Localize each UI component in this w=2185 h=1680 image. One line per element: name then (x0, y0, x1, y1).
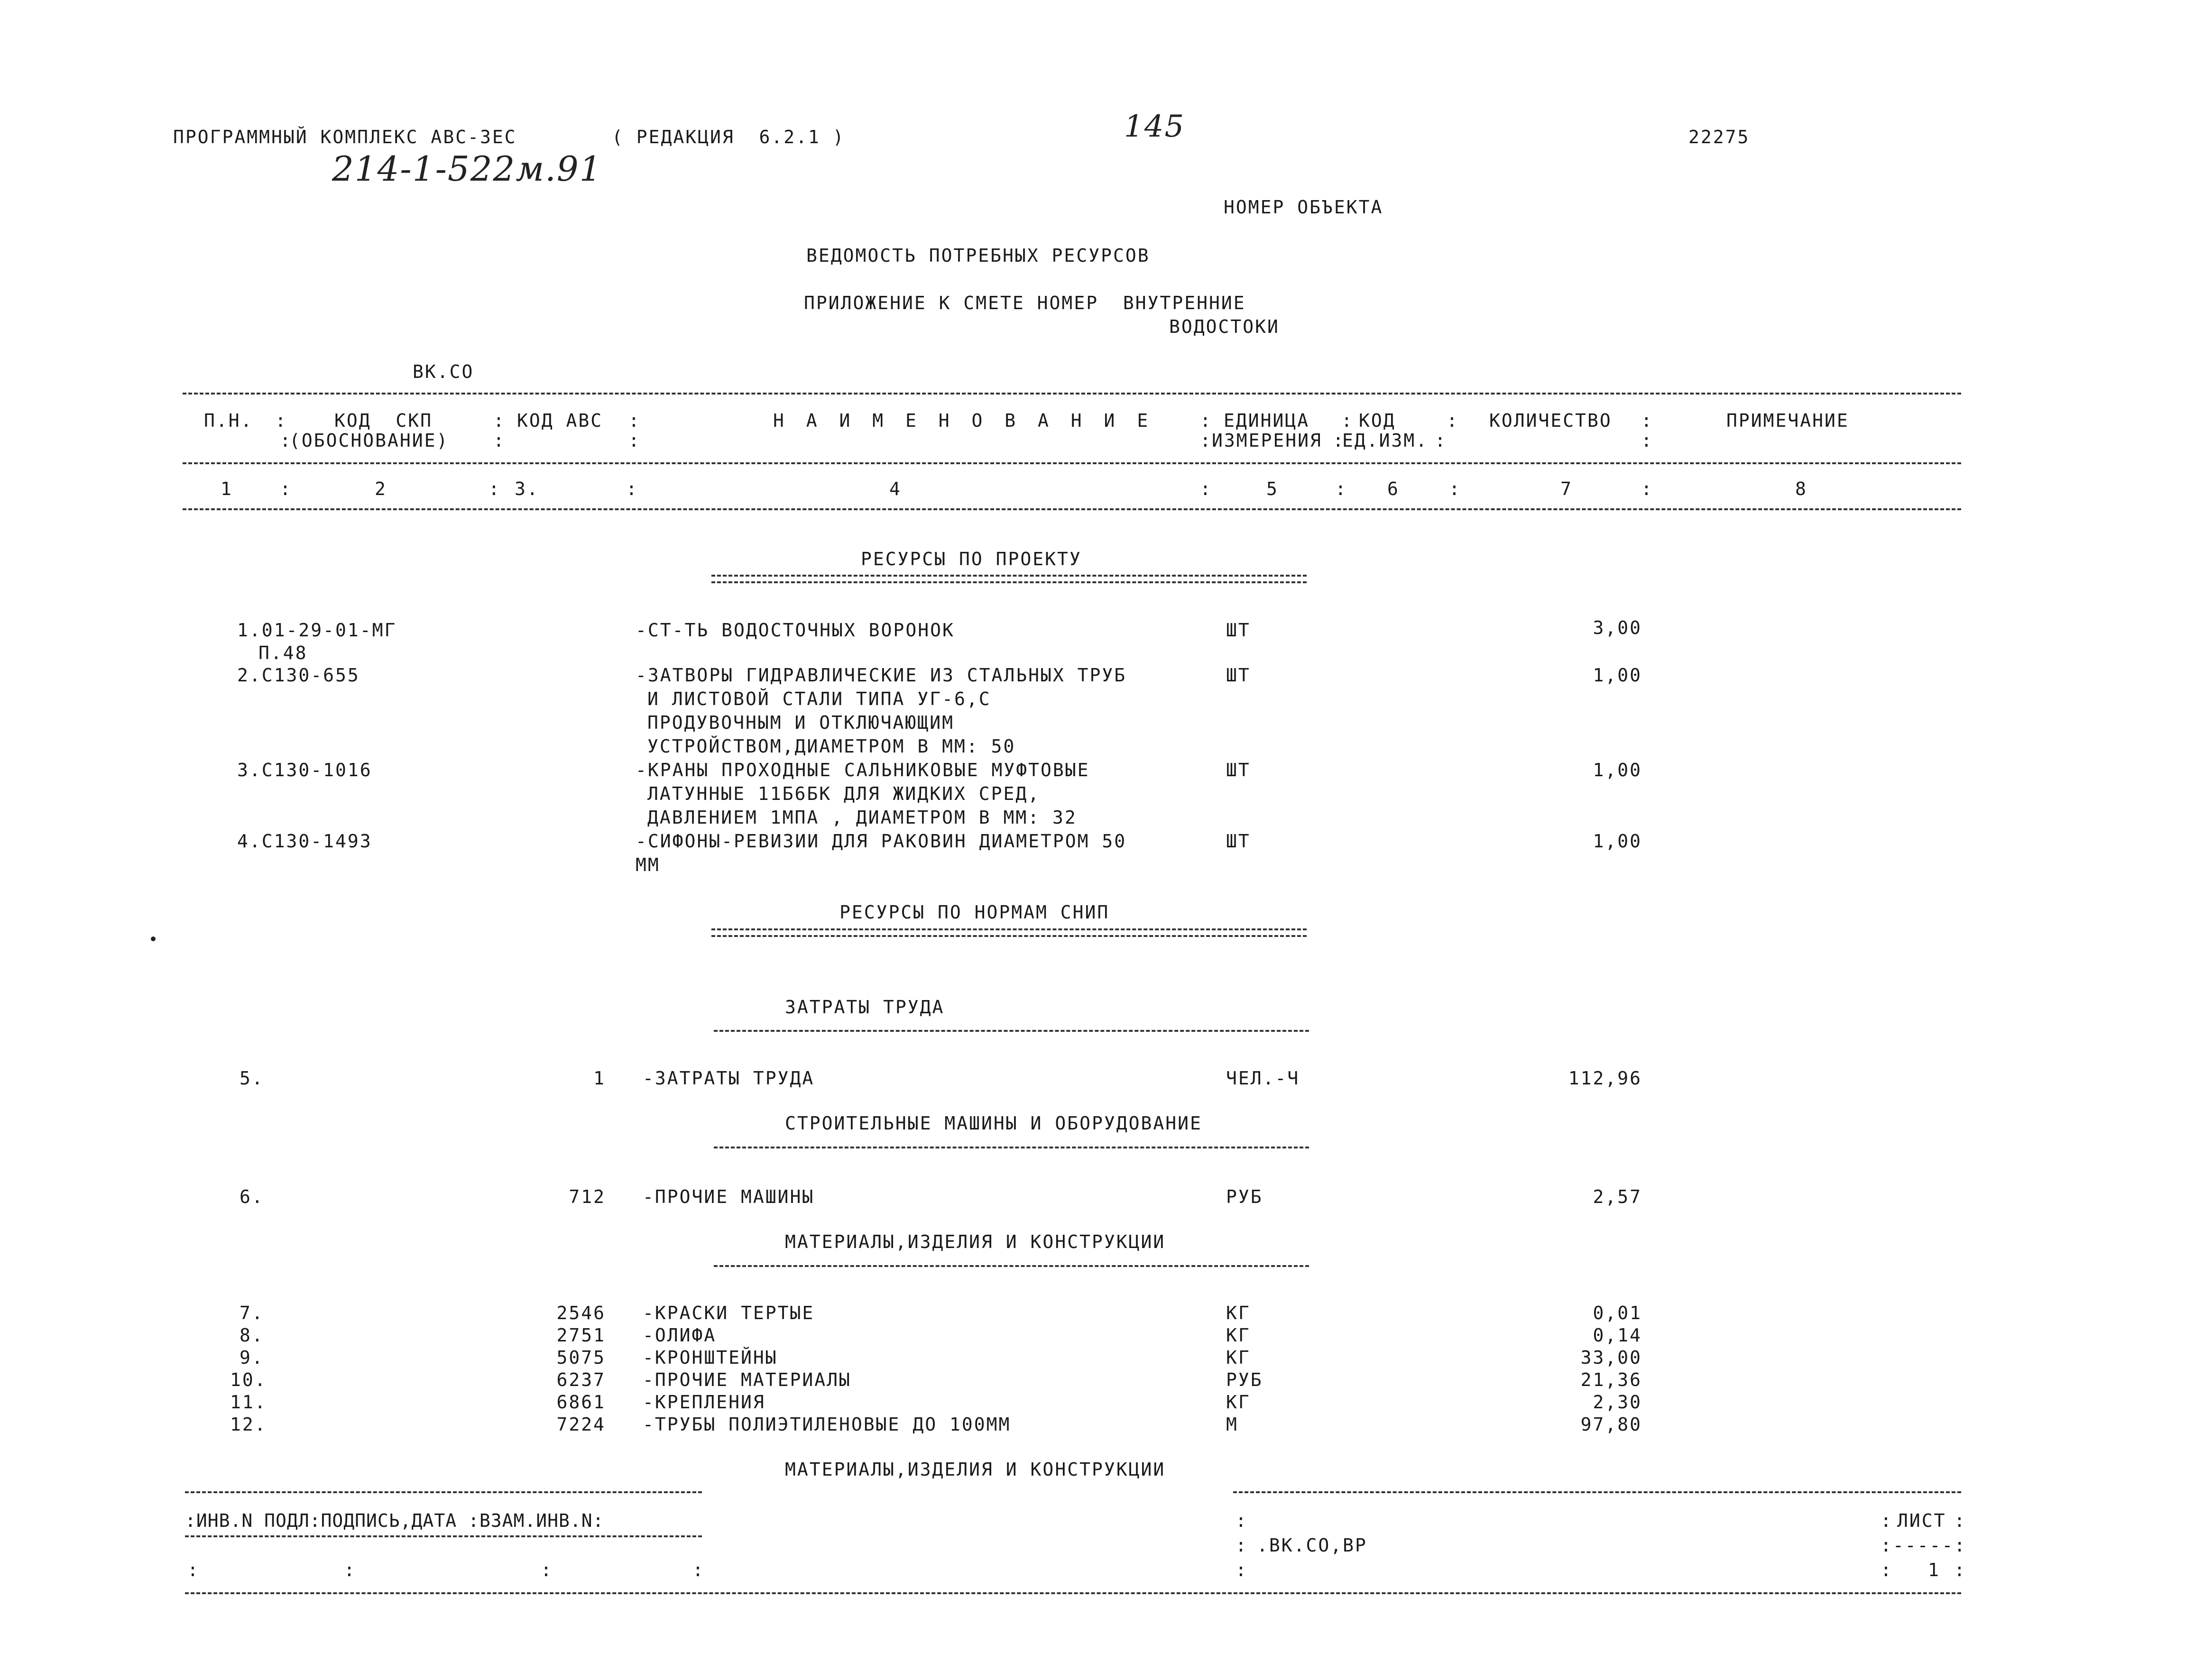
edition: ( РЕДАКЦИЯ 6.2.1 ) (612, 127, 845, 147)
col-header-unit-code-2: ЕД.ИЗМ. (1342, 430, 1429, 451)
col-num-4: 4 (889, 478, 902, 499)
col-sep: : (489, 478, 501, 499)
subsection-materials: МАТЕРИАЛЫ,ИЗДЕЛИЯ И КОНСТРУКЦИИ (785, 1231, 1166, 1252)
row-2-name-1: -ЗАТВОРЫ ГИДРАВЛИЧЕСКИЕ ИЗ СТАЛЬНЫХ ТРУБ (636, 665, 1127, 686)
footer-section-title: МАТЕРИАЛЫ,ИЗДЕЛИЯ И КОНСТРУКЦИИ (785, 1459, 1166, 1480)
row-2-unit: ШТ (1226, 665, 1251, 686)
stray-dot (151, 936, 156, 941)
col-header-unit: ЕДИНИЦА (1224, 410, 1310, 431)
subsection-rule (714, 1030, 1309, 1032)
row-2-name-2: И ЛИСТОВОЙ СТАЛИ ТИПА УГ-6,С (647, 689, 991, 709)
titleblock-sep: : (541, 1560, 553, 1580)
row-5-unit: ЧЕЛ.-Ч (1226, 1068, 1300, 1089)
doc-code: ВК.СО (413, 361, 474, 382)
row-2-code: 2.С130-655 (237, 665, 360, 686)
titleblock-sep: : (1235, 1560, 1248, 1580)
row-6-qty: 2,57 (1593, 1186, 1642, 1207)
col-num-8: 8 (1795, 478, 1807, 499)
col-sep: : (275, 410, 287, 431)
subsection-labor: ЗАТРАТЫ ТРУДА (785, 997, 945, 1018)
row-2-name-4: УСТРОЙСТВОМ,ДИАМЕТРОМ В ММ: 50 (647, 736, 1016, 757)
row-2-name-3: ПРОДУВОЧНЫМ И ОТКЛЮЧАЮЩИМ (647, 712, 954, 733)
table-top-rule (183, 393, 1961, 395)
col-header-name: Н А И М Е Н О В А Н И Е (773, 410, 1154, 431)
titleblock-rule-top-left (185, 1491, 702, 1493)
row-9-abc: 5075 (556, 1347, 606, 1368)
col-sep: : (493, 410, 506, 431)
row-12-abc: 7224 (556, 1414, 606, 1435)
col-sep: : (1449, 478, 1461, 499)
row-11-pn: 11. (230, 1392, 267, 1413)
row-5-qty: 112,96 (1568, 1068, 1642, 1089)
titleblock-doc-ref: .ВК.СО,ВР (1257, 1535, 1367, 1556)
row-1-code: 1.01-29-01-МГ (237, 620, 397, 641)
row-11-unit: КГ (1226, 1392, 1251, 1413)
row-4-code: 4.С130-1493 (237, 831, 372, 852)
row-3-code: 3.С130-1016 (237, 760, 372, 780)
row-3-name-1: -КРАНЫ ПРОХОДНЫЕ САЛЬНИКОВЫЕ МУФТОВЫЕ (636, 760, 1090, 780)
row-9-unit: КГ (1226, 1347, 1251, 1368)
titleblock-sep: : (344, 1560, 356, 1580)
col-sep: : (628, 430, 641, 451)
row-1-unit: ШТ (1226, 620, 1251, 641)
object-number-label: НОМЕР ОБЪЕКТА (1224, 197, 1383, 218)
col-num-6: 6 (1387, 478, 1400, 499)
row-10-name: -ПРОЧИЕ МАТЕРИАЛЫ (643, 1369, 851, 1390)
col-header-code-abc: КОД АВС (517, 410, 603, 431)
row-10-abc: 6237 (556, 1369, 606, 1390)
row-4-name-2: ММ (636, 854, 660, 875)
row-3-name-2: ЛАТУННЫЕ 11Б6БК ДЛЯ ЖИДКИХ СРЕД, (647, 783, 1041, 804)
row-3-unit: ШТ (1226, 760, 1251, 780)
row-9-pn: 9. (240, 1347, 264, 1368)
row-9-name: -КРОНШТЕЙНЫ (643, 1347, 778, 1368)
document-code: 22275 (1688, 127, 1750, 147)
row-8-unit: КГ (1226, 1325, 1251, 1346)
row-6-abc: 712 (569, 1186, 606, 1207)
col-sep: : (1641, 430, 1653, 451)
appendix-line: ПРИЛОЖЕНИЕ К СМЕТЕ НОМЕР ВНУТРЕННИЕ (804, 293, 1246, 313)
col-sep: : (1200, 430, 1212, 451)
col-header-unit-code: КОД (1359, 410, 1396, 431)
col-header-code-ckp-2: (ОБОСНОВАНИЕ) (289, 430, 449, 451)
header-rule (183, 462, 1961, 464)
subsection-machines: СТРОИТЕЛЬНЫЕ МАШИНЫ И ОБОРУДОВАНИЕ (785, 1113, 1202, 1134)
col-header-code-ckp: КОД СКП (334, 410, 433, 431)
row-3-qty: 1,00 (1593, 760, 1642, 780)
col-sep: : (1200, 410, 1212, 431)
row-10-pn: 10. (230, 1369, 267, 1390)
titleblock-sep: : (1235, 1510, 1248, 1531)
row-4-name-1: -СИФОНЫ-РЕВИЗИИ ДЛЯ РАКОВИН ДИАМЕТРОМ 50 (636, 831, 1127, 852)
col-header-note: ПРИМЕЧАНИЕ (1726, 410, 1849, 431)
appendix-continuation: ВОДОСТОКИ (1169, 316, 1280, 337)
row-12-pn: 12. (230, 1414, 267, 1435)
row-8-name: -ОЛИФА (643, 1325, 717, 1346)
row-4-qty: 1,00 (1593, 831, 1642, 852)
titleblock-sheet-number: 1 (1928, 1560, 1940, 1580)
titleblock-sep: : (1881, 1510, 1893, 1531)
row-11-qty: 2,30 (1593, 1392, 1642, 1413)
col-sep: : (493, 430, 506, 451)
section-underline (711, 575, 1307, 583)
col-sep: : (280, 430, 292, 451)
row-11-name: -КРЕПЛЕНИЯ (643, 1392, 765, 1413)
titleblock-sep: : (187, 1560, 200, 1580)
col-sep: : (1447, 410, 1459, 431)
row-7-name: -КРАСКИ ТЕРТЫЕ (643, 1303, 815, 1323)
titleblock-sheet-colon: :-----: (1881, 1535, 1967, 1556)
row-3-name-3: ДАВЛЕНИЕМ 1МПА , ДИАМЕТРОМ В ММ: 32 (647, 807, 1077, 828)
row-7-unit: КГ (1226, 1303, 1251, 1323)
col-sep: : (1641, 478, 1653, 499)
col-header-unit-2: ИЗМЕРЕНИЯ (1212, 430, 1322, 451)
row-12-unit: М (1226, 1414, 1238, 1435)
titleblock-sep: : (1235, 1535, 1248, 1556)
col-num-2: 2 (375, 478, 387, 499)
document-title: ВЕДОМОСТЬ ПОТРЕБНЫХ РЕСУРСОВ (806, 245, 1150, 266)
titleblock-inv-label: :ИНВ.N ПОДЛ:ПОДПИСЬ,ДАТА :ВЗАМ.ИНВ.N: (185, 1510, 604, 1531)
col-num-3: 3. (515, 478, 539, 499)
row-8-pn: 8. (240, 1325, 264, 1346)
row-5-abc: 1 (593, 1068, 606, 1089)
col-sep: : (1341, 410, 1354, 431)
titleblock-sep: : (1881, 1560, 1893, 1580)
col-header-qty: КОЛИЧЕСТВО (1489, 410, 1612, 431)
section-title-snip: РЕСУРСЫ ПО НОРМАМ СНИП (839, 902, 1110, 923)
titleblock-rule-mid (185, 1535, 702, 1537)
row-1-qty: 3,00 (1593, 617, 1642, 638)
col-sep: : (1641, 410, 1653, 431)
row-6-pn: 6. (240, 1186, 264, 1207)
subsection-rule (714, 1265, 1309, 1267)
col-sep: : (1335, 478, 1347, 499)
row-8-abc: 2751 (556, 1325, 606, 1346)
col-num-5: 5 (1266, 478, 1279, 499)
subsection-rule (714, 1147, 1309, 1148)
row-6-unit: РУБ (1226, 1186, 1263, 1207)
row-7-qty: 0,01 (1593, 1303, 1642, 1323)
row-5-name: -ЗАТРАТЫ ТРУДА (643, 1068, 815, 1089)
row-7-pn: 7. (240, 1303, 264, 1323)
row-7-abc: 2546 (556, 1303, 606, 1323)
col-sep: : (1435, 430, 1447, 451)
handwritten-reference: 214-1-522м.91 (332, 149, 602, 189)
col-sep: : (1333, 430, 1345, 451)
section-underline (711, 928, 1307, 937)
row-10-unit: РУБ (1226, 1369, 1263, 1390)
titleblock-sep: : (1954, 1560, 1966, 1580)
titleblock-rule-bottom (185, 1592, 1961, 1594)
row-6-name: -ПРОЧИЕ МАШИНЫ (643, 1186, 815, 1207)
titleblock-sheet-label: ЛИСТ (1897, 1510, 1946, 1531)
row-1-code-2: П.48 (258, 643, 308, 663)
col-header-pn: П.Н. (204, 410, 253, 431)
row-8-qty: 0,14 (1593, 1325, 1642, 1346)
col-sep: : (626, 478, 638, 499)
row-11-abc: 6861 (556, 1392, 606, 1413)
col-num-7: 7 (1560, 478, 1573, 499)
titleblock-sep: : (692, 1560, 705, 1580)
row-4-unit: ШТ (1226, 831, 1251, 852)
titleblock-sep: : (1954, 1510, 1966, 1531)
col-sep: : (280, 478, 292, 499)
col-num-1: 1 (221, 478, 233, 499)
row-2-qty: 1,00 (1593, 665, 1642, 686)
col-sep: : (628, 410, 641, 431)
row-1-name: -СТ-ТЬ ВОДОСТОЧНЫХ ВОРОНОК (636, 620, 955, 641)
page-number: 145 (1124, 109, 1185, 144)
col-sep: : (1200, 478, 1212, 499)
row-10-qty: 21,36 (1580, 1369, 1642, 1390)
section-title-project: РЕСУРСЫ ПО ПРОЕКТУ (861, 549, 1082, 569)
row-12-name: -ТРУБЫ ПОЛИЭТИЛЕНОВЫЕ ДО 100ММ (643, 1414, 1011, 1435)
row-9-qty: 33,00 (1580, 1347, 1642, 1368)
titleblock-rule-top-right (1233, 1491, 1961, 1493)
row-12-qty: 97,80 (1580, 1414, 1642, 1435)
header-bottom-rule (183, 508, 1961, 510)
row-5-pn: 5. (240, 1068, 264, 1089)
program-name: ПРОГРАММНЫЙ КОМПЛЕКС АВС-3ЕС (173, 127, 517, 147)
